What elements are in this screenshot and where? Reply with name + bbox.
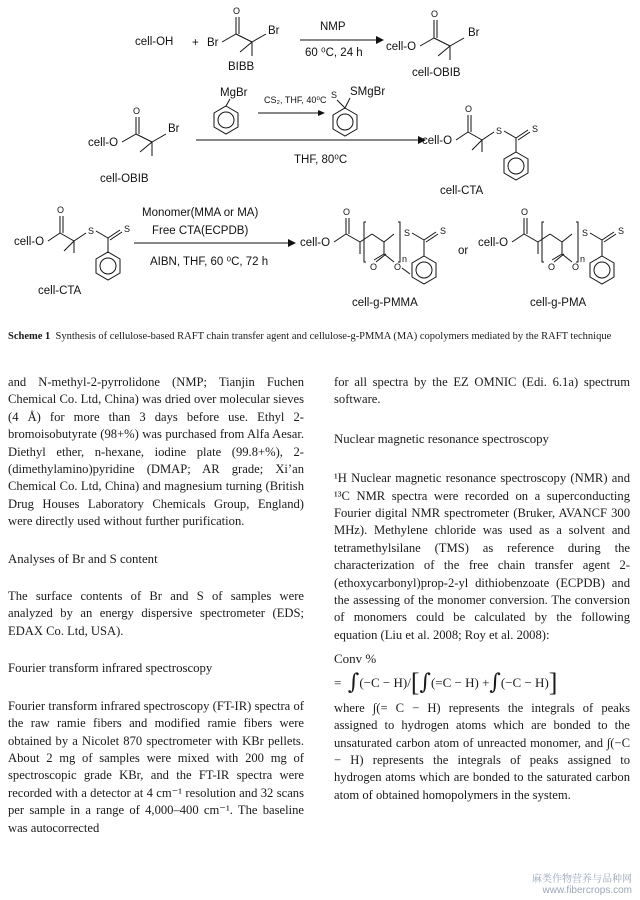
arrow3-line3: AIBN, THF, 60 ⁰C, 72 h: [150, 256, 269, 268]
svg-text:S: S: [532, 124, 539, 134]
svg-text:S: S: [440, 226, 447, 236]
nmr-paragraph: ¹H Nuclear magnetic resonance spectroscopy (NMR) and ¹³C NMR spectra were recorded on a superconducting Fourier digital NMR spectrometer (Bruker, AVANCF 300 MHz). Methylene chloride was used as a solvent and tetramethylsilane (TMS) as reference during the characterization of the free chain transfer agent 2-(ethoxycarbonyl)prop-2-yl dithiobenzoate (ECPDB) and the assessing of the monomer conversion. The conversion of monomers could be calculated by the following equation (Liu et al. 2008; Roy et al. 2008):: [334, 471, 630, 642]
bracket-close-icon: ]: [548, 667, 558, 697]
arrow2-bottom: THF, 80⁰C: [294, 154, 348, 166]
svg-text:O: O: [343, 207, 351, 217]
arrow1-top: NMP: [320, 21, 346, 33]
svg-text:O: O: [521, 207, 529, 217]
left-column: [8, 374, 304, 837]
svg-text:S: S: [124, 224, 131, 234]
bibb-label: BIBB: [228, 61, 255, 73]
svg-text:cell-O: cell-O: [300, 237, 331, 249]
svg-text:O: O: [394, 262, 402, 272]
heading-ftir: Fourier transform infrared spectroscopy: [8, 661, 213, 676]
equation-term3: (−C − H): [500, 674, 549, 690]
svg-text:O: O: [572, 262, 580, 272]
equation-term2: (=C − H) +: [430, 674, 490, 690]
svg-text:cell-O: cell-O: [478, 237, 509, 249]
plus-sign: +: [192, 37, 199, 49]
svg-text:n: n: [402, 254, 408, 264]
caption-text: Synthesis of cellulose-based RAFT chain transfer agent and cellulose-g-PMMA (MA) copolymers mediated by the RAFT technique: [55, 331, 612, 342]
heading-br-s-analysis: Analyses of Br and S content: [8, 551, 158, 566]
arrow3-line1: Monomer(MMA or MA): [142, 207, 259, 219]
right-column: [334, 374, 630, 804]
svg-text:O: O: [133, 106, 141, 116]
svg-text:O: O: [370, 262, 378, 272]
svg-text:Br: Br: [468, 27, 480, 39]
or-text: or: [458, 245, 469, 257]
watermark-line1: 麻类作物营养与品种网: [532, 874, 632, 885]
integral-icon: ∫: [347, 669, 360, 695]
ftir-paragraph: Fourier transform infrared spectroscopy (FT-IR) spectra of the raw ramie fibers and modified ramie fibers were obtained by a Nicolet 870 spectrometer with KBr pellets. About 2 mg of samples were mixed with 200 mg of spectroscopic grade KBr, and the FT-IR spectra were recorded with a detector at 4 cm⁻¹ resolution and 32 scans per sample in a range of 4,000–400 cm⁻¹. The baseline was autocorrected: [8, 698, 304, 835]
bibb-structure: [207, 6, 280, 73]
svg-text:S: S: [582, 228, 589, 238]
cell-g-pmma-label: cell-g-PMMA: [352, 297, 418, 309]
svg-text:O: O: [465, 104, 473, 114]
row2-reactant-label: cell-OBIB: [100, 173, 149, 185]
cell-obib-product: [386, 9, 480, 79]
scheme-drawing: [0, 0, 640, 322]
cell-obib-label: cell-OBIB: [412, 67, 461, 79]
bibb-br-left: Br: [207, 37, 219, 49]
cell-cta-label: cell-CTA: [440, 185, 484, 197]
cell-g-pma-label: cell-g-PMA: [530, 297, 587, 309]
equation-explanation: where ∫(= C − H) represents the integrals of peaks assigned to hydrogen atoms which are bonded to the unsaturated carbon atom of unreacted monomer, and ∫(−C − H) represents the integrals of peaks assigned to hydrogen atoms which are bonded to the saturated carbon atom of obtained homopolymers in the system.: [334, 700, 630, 802]
bibb-br-right: Br: [268, 25, 280, 37]
reaction-scheme: [0, 0, 640, 322]
arrow3-line2: Free CTA(ECPDB): [152, 225, 249, 237]
integral-icon: ∫: [489, 669, 501, 695]
svg-text:O: O: [233, 6, 241, 16]
materials-paragraph: and N-methyl-2-pyrrolidone (NMP; Tianjin Fuchen Chemical Co. Ltd, China) was dried over molecular sieves (4 Å) for more than 3 days before use. Ethyl 2-bromoisobutyrate (98+%) was purchased from Alfa Aesar. Diethyl ether, n-hexane, iodine plate (99.8+%), 2-(dimethylamino)pyridine (DMAP; AR grade; Xi’an Chemical Co. Ltd, China) and magnesium turning (British Drug Houses Laboratory Chemicals Group, England) were directly used without further purification.: [8, 375, 304, 529]
svg-text:O: O: [548, 262, 556, 272]
svg-text:S: S: [496, 126, 503, 136]
svg-text:S: S: [618, 226, 625, 236]
heading-nmr: Nuclear magnetic resonance spectroscopy: [334, 431, 549, 446]
svg-text:MgBr: MgBr: [220, 87, 248, 99]
equation-label: Conv %: [334, 651, 377, 667]
svg-text:cell-O: cell-O: [386, 41, 417, 53]
row2-reactant: [88, 106, 180, 185]
equation-term1: (−C − H)/: [359, 674, 411, 690]
svg-text:cell-O: cell-O: [14, 236, 45, 248]
svg-text:S: S: [404, 228, 411, 238]
svg-text:n: n: [580, 254, 586, 264]
cell-g-pmma-structure: [300, 207, 446, 309]
watermark-line2: www.fibercrops.com: [542, 885, 632, 896]
equation-equals: =: [334, 674, 342, 690]
cell-oh-text: cell-OH: [135, 36, 174, 48]
bracket-open-icon: [: [410, 667, 420, 697]
site-watermark: [532, 874, 632, 896]
svg-text:O: O: [431, 9, 439, 19]
sub-arrow-label: CS₂, THF, 40⁰C: [264, 95, 327, 105]
svg-text:S: S: [331, 90, 338, 100]
scheme-caption: [8, 330, 632, 343]
svg-text:cell-O: cell-O: [422, 135, 453, 147]
row3-reactant: [14, 205, 130, 297]
svg-text:Br: Br: [168, 123, 180, 135]
integral-icon: ∫: [419, 669, 431, 695]
phenyl-mgbr: [214, 87, 248, 134]
row3-reactant-label: cell-CTA: [38, 285, 82, 297]
svg-text:S: S: [88, 226, 95, 236]
svg-text:O: O: [57, 205, 65, 215]
svg-text:SMgBr: SMgBr: [350, 86, 386, 98]
cell-cta-product: [422, 104, 538, 197]
eds-paragraph: The surface contents of Br and S of samples were analyzed by an energy dispersive spectrometer (EDS; EDAX Co. Ltd, USA).: [8, 589, 304, 638]
software-paragraph: for all spectra by the EZ OMNIC (Edi. 6.1a) spectrum software.: [334, 375, 630, 407]
svg-text:cell-O: cell-O: [88, 137, 119, 149]
caption-label: Scheme 1: [8, 331, 51, 342]
arrow1-bottom: 60 ⁰C, 24 h: [305, 47, 363, 59]
cell-g-pma-structure: [478, 207, 624, 309]
dithiobenzoate-mgbr: [331, 86, 385, 136]
conversion-equation: [334, 650, 630, 697]
